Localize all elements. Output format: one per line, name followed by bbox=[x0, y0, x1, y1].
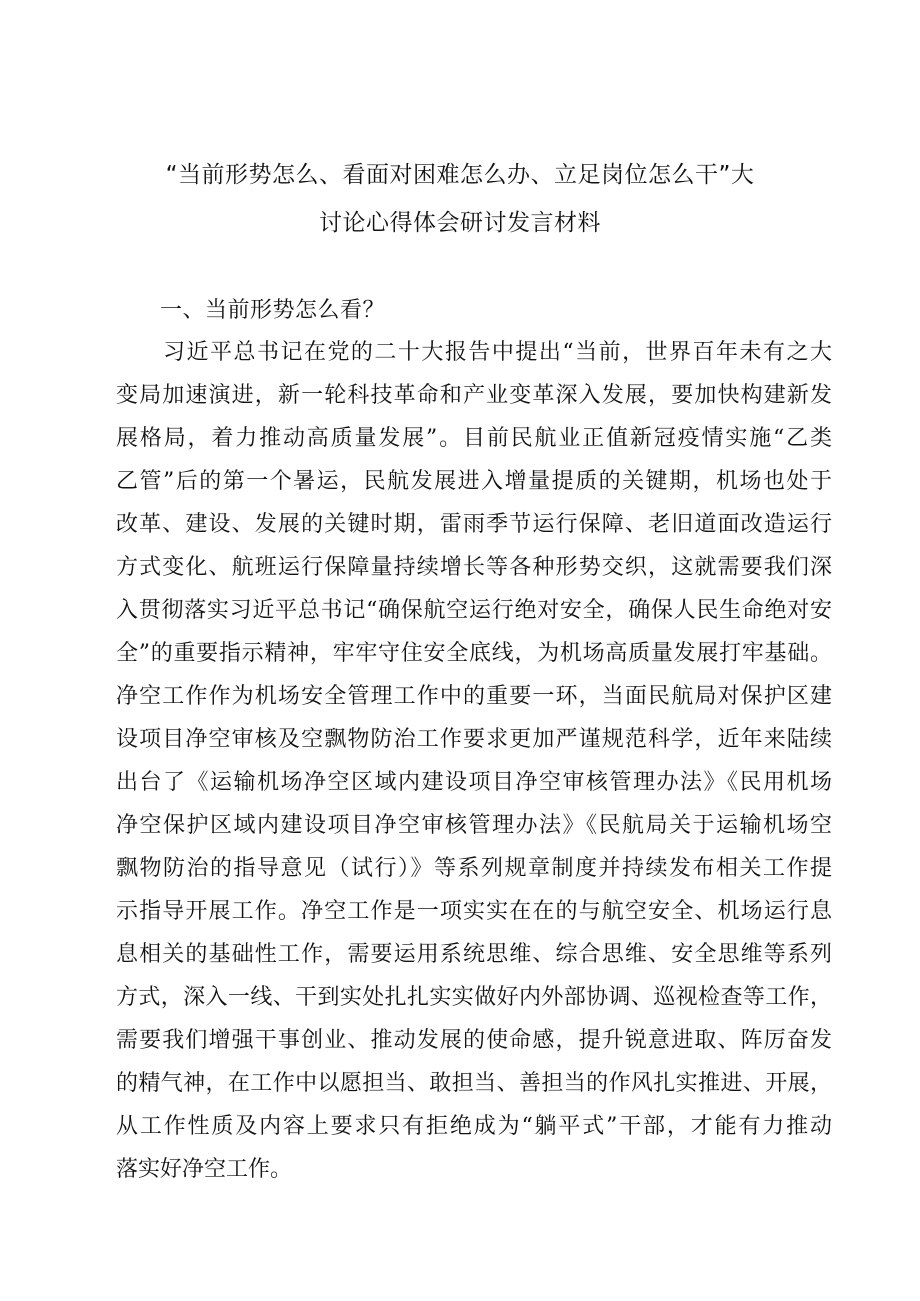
paragraph-line: 示指导开展工作。净空工作是一项实实在在的与航空安全、机场运行息 bbox=[116, 899, 832, 924]
paragraph-line: 需要我们增强干事创业、推动发展的使命感，提升锐意进取、阵厉奋发 bbox=[116, 1028, 832, 1053]
paragraph-line: 的精气神，在工作中以愿担当、敢担当、善担当的作风扎实推进、开展， bbox=[116, 1071, 832, 1096]
paragraph-line: 落实好净空工作。 bbox=[116, 1157, 293, 1182]
paragraph-line: 乙管”后的第一个暑运，民航发展进入增量提质的关键期，机场也处于 bbox=[116, 469, 832, 494]
paragraph-line: 改革、建设、发展的关键时期，雷雨季节运行保障、老旧道面改造运行 bbox=[116, 512, 832, 537]
document-title-line-1: “当前形势怎么、看面对困难怎么办、立足岗位怎么干”大 bbox=[165, 162, 755, 188]
paragraph-line: 全”的重要指示精神，牢牢守住安全底线，为机场高质量发展打牢基础。 bbox=[116, 641, 832, 666]
paragraph-line: 习近平总书记在党的二十大报告中提出“当前，世界百年未有之大 bbox=[163, 340, 832, 365]
paragraph-line: 从工作性质及内容上要求只有拒绝成为“躺平式”干部，才能有力推动 bbox=[116, 1114, 832, 1139]
paragraph-line: 方式，深入一线、干到实处扎扎实实做好内外部协调、巡视检查等工作， bbox=[116, 985, 832, 1010]
paragraph-line: 展格局，着力推动高质量发展”。目前民航业正值新冠疫情实施“乙类 bbox=[116, 426, 832, 451]
paragraph-line: 净空工作作为机场安全管理工作中的重要一环，当面民航局对保护区建 bbox=[116, 684, 832, 709]
paragraph-line: 出台了《运输机场净空区域内建设项目净空审核管理办法》《民用机场 bbox=[116, 770, 832, 795]
paragraph-line: 变局加速演进，新一轮科技革命和产业变革深入发展，要加快构建新发 bbox=[116, 383, 832, 408]
paragraph-line: 息相关的基础性工作，需要运用系统思维、综合思维、安全思维等系列 bbox=[116, 942, 832, 967]
document-title-line-2: 讨论心得体会研讨发言材料 bbox=[319, 210, 601, 236]
paragraph-line: 方式变化、航班运行保障量持续增长等各种形势交织，这就需要我们深 bbox=[116, 555, 832, 580]
paragraph-line: 设项目净空审核及空飘物防治工作要求更加严谨规范科学，近年来陆续 bbox=[116, 727, 832, 752]
paragraph-line: 净空保护区域内建设项目净空审核管理办法》《民航局关于运输机场空 bbox=[116, 813, 832, 838]
paragraph-line: 飘物防治的指导意见（试行）》等系列规章制度并持续发布相关工作提 bbox=[116, 856, 832, 881]
paragraph-line: 入贯彻落实习近平总书记“确保航空运行绝对安全，确保人民生命绝对安 bbox=[116, 598, 832, 623]
section-heading: 一、当前形势怎么看？ bbox=[160, 298, 386, 323]
